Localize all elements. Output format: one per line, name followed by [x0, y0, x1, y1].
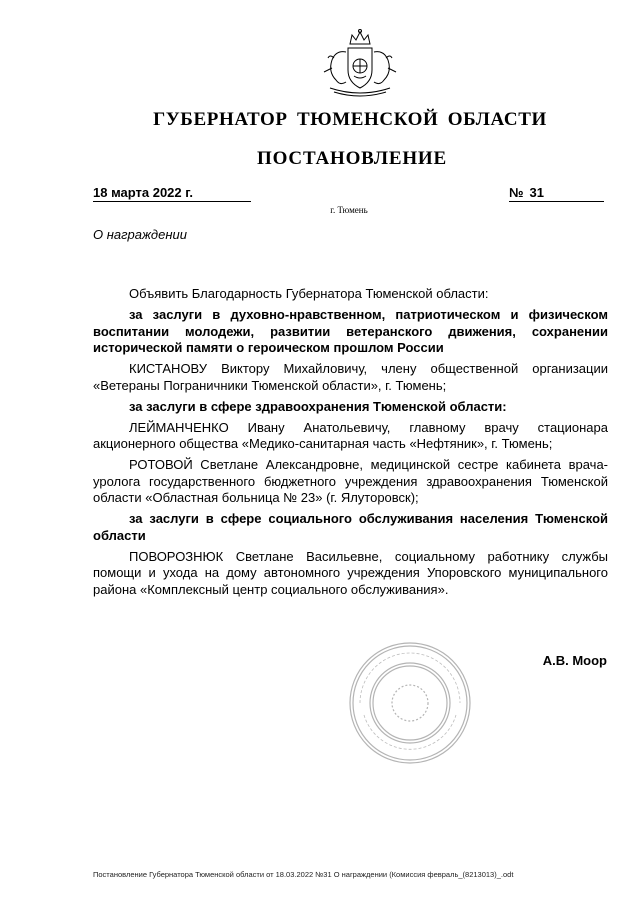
issue-city: г. Тюмень	[330, 205, 368, 215]
awardee-povoroznyuk: ПОВОРОЗНЮК Светлане Васильевне, социальному работнику службы помощи и ухода на дому автономного учреждения Упоровского муниципального района «Комплексный центр социального обслуживания».	[93, 548, 608, 597]
document-number: 31	[529, 185, 544, 200]
number-field	[509, 184, 604, 202]
document-body	[93, 286, 608, 603]
coat-of-arms-icon	[316, 28, 404, 100]
document-footer: Постановление Губернатора Тюменской области от 18.03.2022 №31 О награждении (Комиссия февраль_(8213013)_.odt	[93, 870, 514, 879]
section-title-healthcare: за заслуги в сфере здравоохранения Тюменской области:	[129, 398, 507, 414]
awardee-leymanchenko: ЛЕЙМАНЧЕНКО Ивану Анатольевичу, главному врачу стационара акционерного общества «Медико-санитарная часть «Нефтяник», г. Тюмень;	[93, 419, 608, 451]
document-subject: О награждении	[93, 227, 187, 242]
signatory-name: А.В. Моор	[542, 653, 607, 668]
document-date: 18 марта 2022 г.	[93, 185, 193, 200]
body-intro: Объявить Благодарность Губернатора Тюменской области:	[129, 286, 489, 301]
date-field	[93, 184, 251, 202]
section-title-social: за заслуги в сфере социального обслуживания населения Тюменской области	[93, 511, 608, 543]
section-title-patriotic: за заслуги в духовно-нравственном, патриотическом и физическом воспитании молодежи, развитии ветеранского движения, сохранении исторической памяти о героическом прошлом России	[93, 307, 608, 355]
issuing-authority: ГУБЕРНАТОР ТЮМЕНСКОЙ ОБЛАСТИ	[153, 109, 547, 130]
awardee-kistanov: КИСТАНОВУ Виктору Михайловичу, члену общественной организации «Ветераны Пограничники Тюменской области», г. Тюмень;	[93, 361, 608, 393]
document-type: ПОСТАНОВЛЕНИЕ	[257, 148, 447, 169]
awardee-rotova: РОТОВОЙ Светлане Александровне, медицинской сестре кабинета врача-уролога государственного бюджетного учреждения здравоохранения Тюменской области «Областная больница № 23» (г. Ялуторовск);	[93, 457, 608, 505]
number-sign: №	[509, 185, 524, 200]
official-seal-icon	[346, 639, 474, 767]
